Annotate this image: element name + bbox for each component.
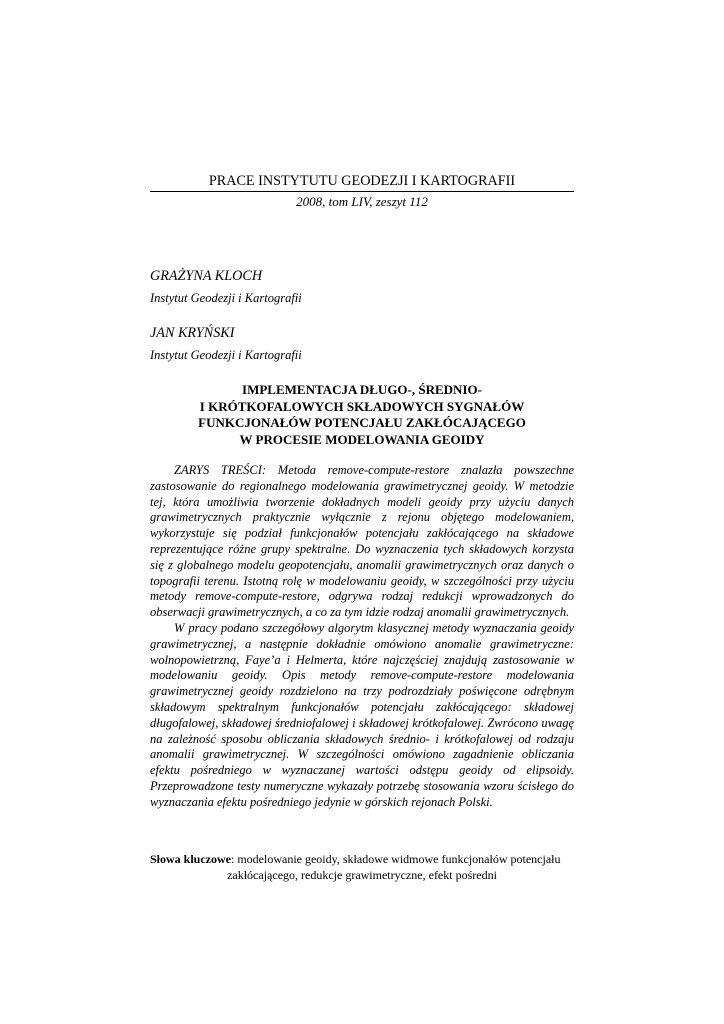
title-line-2: I KRÓTKOFALOWYCH SKŁADOWYCH SYGNAŁÓW xyxy=(199,398,525,414)
abstract-paragraph-2: W pracy podano szczegółowy algorytm klasycznej metody wyznaczania geoidy grawimetrycznej, a następnie dokładnie omówiono anomalie grawimetryczne: wolnopowietrzną, Faye’a i Helmerta, które najczęściej znajdują zastosowanie w modelowaniu geoidy. Opis metody remove-compute-restore modelowania grawimetrycznej geoidy rozdzielono na trzy podrozdziały poświęcone odrębnym składowym spektralnym funkcjonałów potencjału zakłócającego: składowej długofalowej, składowej średniofalowej i składowej krótkofalowej. Zwrócono uwagę na zależność sposobu obliczania składowych średnio- i krótkofalowej od rodzaju anomalii grawimetrycznej. W szczególności omówiono zagadnienie obliczania efektu pośredniego w wyznaczanej wartości odstępu geoidy od elipsoidy. Przeprowadzone testy numeryczne wykazały potrzebę stosowania wzoru ścisłego do wyznaczania efektu pośredniego jedynie w górskich rejonach Polski. xyxy=(150,620,574,809)
author-affiliation-1: Instytut Geodezji i Kartografii xyxy=(150,291,302,305)
author-name-1: GRAŻYNA KLOCH xyxy=(150,268,263,284)
title-line-4: W PROCESIE MODELOWANIA GEOIDY xyxy=(239,431,485,447)
keywords-label: Słowa kluczowe xyxy=(150,852,231,866)
header-rule xyxy=(150,191,574,192)
author-affiliation-2: Instytut Geodezji i Kartografii xyxy=(150,348,302,362)
keywords xyxy=(150,851,574,883)
paper-title xyxy=(150,382,574,448)
author-name-2: JAN KRYŃSKI xyxy=(150,325,235,341)
title-line-1: IMPLEMENTACJA DŁUGO-, ŚREDNIO- xyxy=(242,382,482,397)
abstract-paragraph-1: ZARYS TREŚCI: Metoda remove-compute-restore znalazła powszechne zastosowanie do regionalnego modelowania grawimetrycznej geoidy. W metodzie tej, która umożliwia tworzenie dokładnych modeli geoidy przy użyciu danych grawimetrycznych praktycznie wyłącznie z rejonu objętego modelowaniem, wykorzystuje się podział funkcjonałów potencjału zakłócającego na składowe reprezentujące różne grupy spektralne. Do wyznaczenia tych składowych korzysta się z globalnego modelu geopotencjału, anomalii grawimetrycznych oraz danych o topografii terenu. Istotną rolę w modelowaniu geoidy, w szczególności przy użyciu metody remove-compute-restore, odgrywa rodzaj redukcji wprowadzonych do obserwacji grawimetrycznych, a co za tym idzie rodzaj anomalii grawimetrycznych. xyxy=(150,463,574,620)
keywords-line-2: zakłócającego, redukcje grawimetryczne, efekt pośredni xyxy=(227,868,497,882)
abstract xyxy=(150,463,574,811)
keywords-line-1 xyxy=(150,851,574,867)
keywords-text-1: : modelowanie geoidy, składowe widmowe funkcjonałów potencjału xyxy=(231,852,561,866)
issue-info: 2008, tom LIV, zeszyt 112 xyxy=(296,194,428,209)
title-line-3: FUNKCJONAŁÓW POTENCJAŁU ZAKŁÓCAJĄCEGO xyxy=(198,415,526,430)
journal-title: PRACE INSTYTUTU GEODEZJI I KARTOGRAFII xyxy=(208,173,516,189)
